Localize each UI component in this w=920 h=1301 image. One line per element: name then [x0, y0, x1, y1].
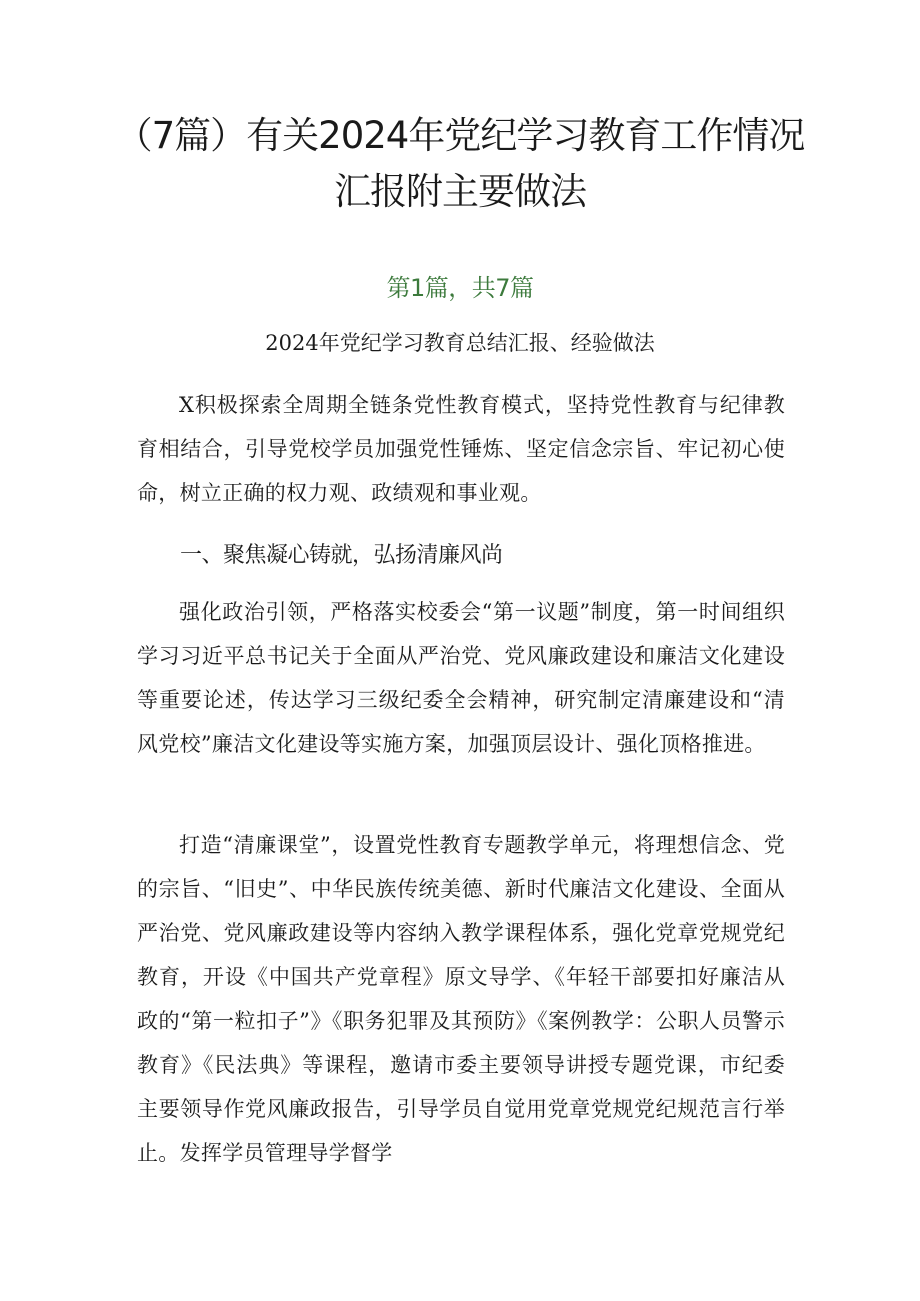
- intro-paragraph: X积极探索全周期全链条党性教育模式，坚持党性教育与纪律教育相结合，引导党校学员加强党性锤炼、坚定信念宗旨、牢记初心使命，树立正确的权力观、政绩观和事业观。: [137, 393, 785, 505]
- part-indicator: 第1篇，共7篇: [386, 274, 534, 302]
- section-heading: 一、聚焦凝心铸就，弘扬清廉风尚: [180, 543, 503, 568]
- body-paragraph: 强化政治引领，严格落实校委会“第一议题”制度，第一时间组织学习习近平总书记关于全面从严治党、党风廉政建设和廉洁文化建设等重要论述，传达学习三级纪委全会精神，研究制定清廉建设和“清风党校”廉洁文化建设等实施方案，加强顶层设计、强化顶格推进。: [137, 600, 785, 756]
- document-title: （7篇）有关2024年党纪学习教育工作情况汇报附主要做法: [115, 114, 805, 213]
- article-heading: 2024年党纪学习教育总结汇报、经验做法: [265, 331, 655, 355]
- body-paragraph: 打造“清廉课堂”，设置党性教育专题教学单元，将理想信念、党的宗旨、“旧史”、中华民族传统美德、新时代廉洁文化建设、全面从严治党、党风廉政建设等内容纳入教学课程体系，强化党章党规党纪教育，开设《中国共产党章程》原文导学、《年轻干部要扣好廉洁从政的“第一粒扣子”》《职务犯罪及其预防》《案例教学：公职人员警示教育》《民法典》等课程，邀请市委主要领导讲授专题党课，市纪委主要领导作党风廉政报告，引导学员自觉用党章党规党纪规范言行举止。发挥学员管理导学督学: [137, 833, 785, 1165]
